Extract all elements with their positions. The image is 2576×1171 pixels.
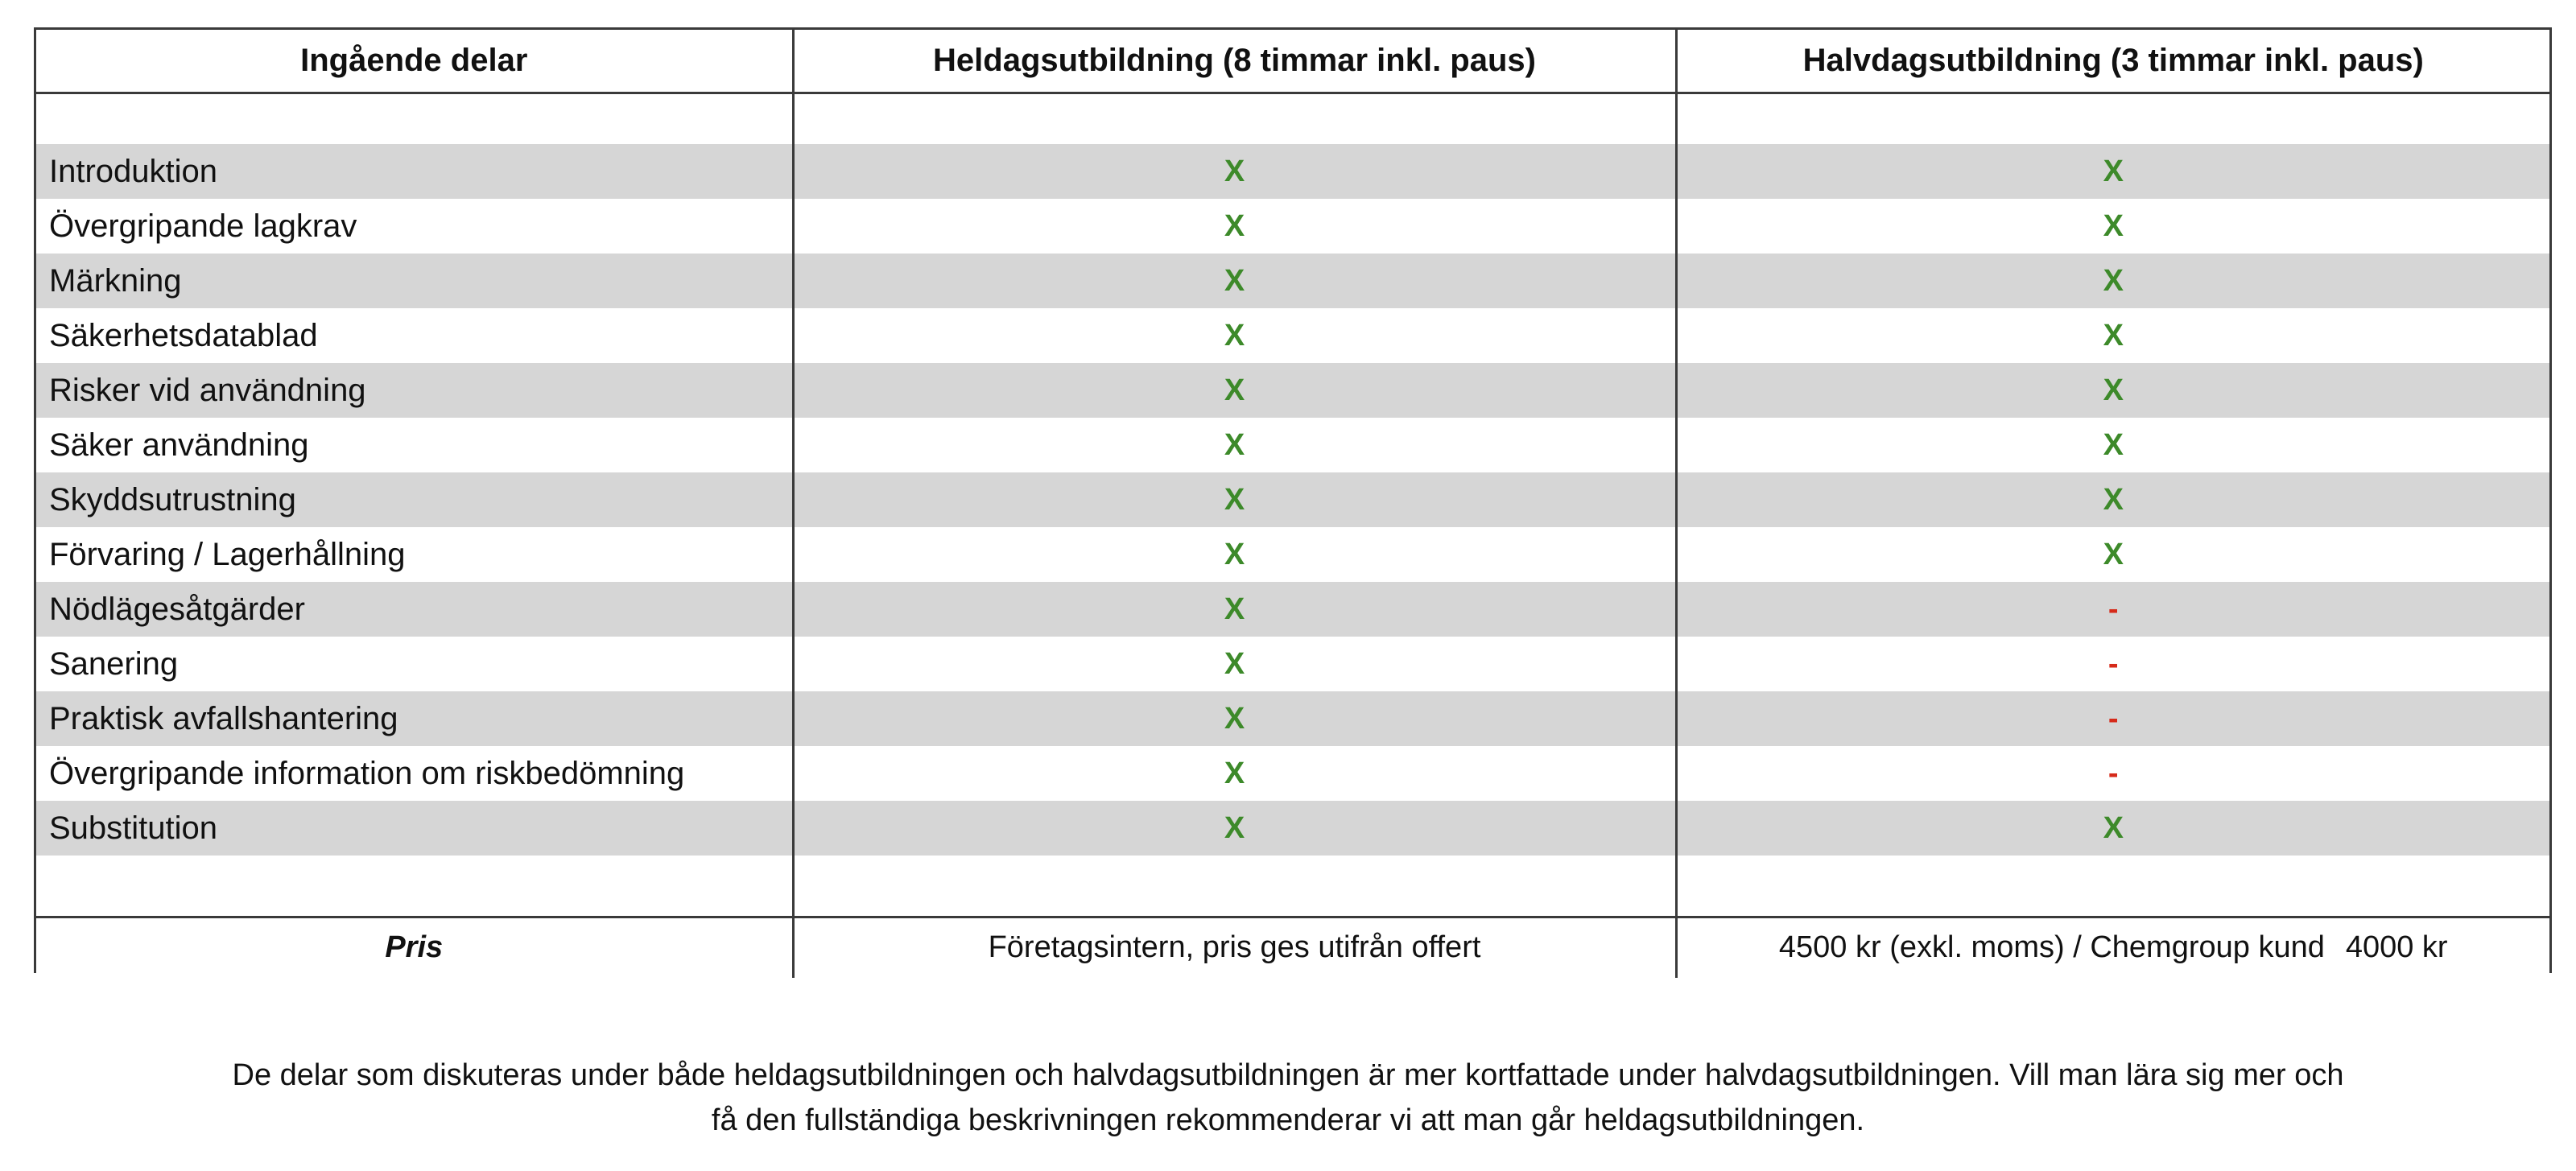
price-half-day [1676,917,2549,978]
included-mark: X [2103,263,2124,298]
table-row [36,418,2549,472]
included-mark: X [2103,427,2124,462]
spacer-cell [793,856,1676,917]
table-row [36,308,2549,363]
item-label: Substitution [36,801,793,856]
spacer-cell [1676,856,2549,917]
half-day-mark [1676,144,2549,199]
included-mark: X [1224,646,1245,681]
table-row [36,637,2549,691]
table-row [36,582,2549,637]
spacer-cell [793,93,1676,144]
item-label: Sanering [36,637,793,691]
footnote-line-1: De delar som diskuteras under både heldagsutbildningen och halvdagsutbildningen är mer kortfattade under halvdagsutbildningen. Vill man lära sig mer och [232,1058,2344,1092]
item-label: Risker vid användning [36,363,793,418]
spacer-cell [36,93,793,144]
full-day-mark [793,199,1676,254]
included-mark: X [1224,756,1245,790]
included-mark: X [2103,208,2124,243]
excluded-mark: - [2107,701,2119,736]
included-mark: X [1224,427,1245,462]
full-day-mark [793,363,1676,418]
header-components: Ingående delar [36,30,793,93]
table-row [36,144,2549,199]
spacer-row-bottom [36,856,2549,917]
half-day-mark [1676,418,2549,472]
full-day-mark [793,308,1676,363]
half-day-mark [1676,527,2549,582]
training-comparison-table [34,27,2552,973]
included-mark: X [1224,373,1245,407]
half-day-mark [1676,637,2549,691]
item-label: Praktisk avfallshantering [36,691,793,746]
table-row [36,363,2549,418]
included-mark: X [1224,263,1245,298]
item-label: Introduktion [36,144,793,199]
item-label: Nödlägesåtgärder [36,582,793,637]
included-mark: X [1224,154,1245,188]
price-row [36,917,2549,978]
included-mark: X [1224,592,1245,626]
item-label: Övergripande information om riskbedömning [36,746,793,801]
full-day-mark [793,527,1676,582]
included-mark: X [1224,810,1245,845]
price-half-day-text: 4500 kr (exkl. moms) / Chemgroup kund [1778,930,2325,965]
item-label: Säkerhetsdatablad [36,308,793,363]
half-day-mark [1676,363,2549,418]
full-day-mark [793,746,1676,801]
item-label: Märkning [36,254,793,308]
table-row [36,691,2549,746]
spacer-row-top [36,93,2549,144]
header-row [36,30,2549,93]
full-day-mark [793,691,1676,746]
half-day-mark [1676,746,2549,801]
full-day-mark [793,637,1676,691]
item-label: Säker användning [36,418,793,472]
half-day-mark [1676,691,2549,746]
half-day-mark [1676,472,2549,527]
table-row [36,746,2549,801]
comparison-grid [36,30,2549,978]
included-mark: X [2103,537,2124,571]
included-mark: X [2103,154,2124,188]
included-mark: X [1224,537,1245,571]
item-label: Övergripande lagkrav [36,199,793,254]
table-row [36,527,2549,582]
included-mark: X [2103,373,2124,407]
table-row [36,472,2549,527]
excluded-mark: - [2107,592,2119,626]
included-mark: X [1224,208,1245,243]
table-row [36,199,2549,254]
included-mark: X [2103,810,2124,845]
full-day-mark [793,144,1676,199]
full-day-mark [793,254,1676,308]
price-full-day: Företagsintern, pris ges utifrån offert [793,917,1676,978]
spacer-cell [1676,93,2549,144]
half-day-mark [1676,199,2549,254]
included-mark: X [2103,318,2124,353]
footnote-line-2: få den fullständiga beskrivningen rekommenderar vi att man går heldagsutbildningen. [711,1103,1865,1137]
price-label: Pris [36,917,793,978]
item-label: Förvaring / Lagerhållning [36,527,793,582]
half-day-mark [1676,308,2549,363]
header-full-day: Heldagsutbildning (8 timmar inkl. paus) [793,30,1676,93]
spacer-cell [36,856,793,917]
half-day-mark [1676,582,2549,637]
full-day-mark [793,582,1676,637]
item-label: Skyddsutrustning [36,472,793,527]
excluded-mark: - [2107,646,2119,681]
full-day-mark [793,418,1676,472]
half-day-mark [1676,801,2549,856]
included-mark: X [1224,318,1245,353]
included-mark: X [1224,482,1245,517]
table-row [36,254,2549,308]
excluded-mark: - [2107,756,2119,790]
header-half-day: Halvdagsutbildning (3 timmar inkl. paus) [1676,30,2549,93]
half-day-mark [1676,254,2549,308]
included-mark: X [2103,482,2124,517]
price-half-day-member: 4000 kr [2345,930,2448,965]
included-mark: X [1224,701,1245,736]
full-day-mark [793,472,1676,527]
table-row [36,801,2549,856]
full-day-mark [793,801,1676,856]
footnote [48,1053,2528,1143]
